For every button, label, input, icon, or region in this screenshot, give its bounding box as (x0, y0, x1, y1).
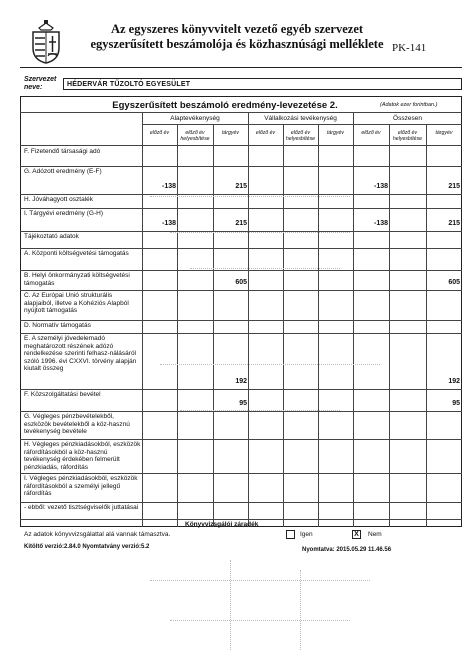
grid-col-line (318, 124, 319, 527)
subheader-prev-year-1: előző év (149, 130, 170, 136)
row-label: E. A személyi jövedelemadó meghatározott részének adózó rendelkezése szerinti felhasz-nálásáról szóló 1996. évi CXXVI. törvény alapján kiutalt összeg (24, 335, 137, 372)
table-cell: 605 (448, 279, 460, 286)
scan-artifact (160, 364, 380, 365)
header-divider (20, 67, 462, 68)
scan-artifact (150, 580, 370, 581)
row-label: G. Végleges pénzbevételekből, eszközök bevételekből a köz-hasznú tevékenység bevétele (24, 413, 130, 435)
organization-label (24, 76, 56, 92)
filler-version: Kitöltő verzió:2.84.0 Nyomtatvány verzió:5.2 (24, 544, 150, 550)
row-label: H. Végleges pénzkiadásokból, eszközök ráfordításokból a köz-hasznú tevékenység érdekében felmerült pénzkiadás, ráfordítás (24, 441, 141, 471)
form-code: PK-141 (392, 42, 427, 54)
grid-row-line (142, 124, 462, 125)
scan-artifact (150, 196, 350, 197)
grid-row-line (20, 473, 462, 474)
row-label: F. Fizetendő társasági adó (24, 148, 101, 155)
table-cell: -138 (161, 183, 176, 190)
title-line-2: egyszerűsített beszámolója és közhasznúsági melléklete (90, 37, 384, 51)
table-cell: 95 (239, 400, 247, 407)
table-cell: 95 (452, 400, 460, 407)
grid-row-line (20, 194, 462, 195)
hungarian-coat-of-arms-icon (27, 20, 65, 64)
grid-row-line (20, 248, 462, 249)
grid-row-line (20, 208, 462, 209)
grid-row-line (20, 290, 462, 291)
row-label: I. Tárgyévi eredmény (G-H) (24, 210, 103, 217)
grid-col-line (389, 124, 390, 527)
table-cell: 215 (448, 183, 460, 190)
row-label: D. Normatív támogatás (24, 322, 91, 329)
subheader-current-year-2: tárgyév (326, 130, 344, 136)
grid-row-line (20, 166, 462, 167)
row-label: Tájékoztató adatok (24, 233, 79, 240)
scan-artifact (180, 410, 340, 411)
subheader-prev-correction-1: előző év helyesbítése (180, 130, 210, 142)
organization-name-field: HÉDERVÁR TŰZOLTÓ EGYESÜLET (63, 78, 462, 90)
audit-yes-checkbox[interactable] (286, 530, 295, 539)
table-cell: -138 (161, 220, 176, 227)
grid-row-line (20, 411, 462, 412)
audit-question: Az adatok könyvvizsgálattal alá vannak támasztva. (24, 531, 171, 538)
table-cell: -138 (373, 220, 388, 227)
title-line-1: Az egyszeres könyvvitelt vezető egyéb szervezet (110, 22, 364, 36)
subheader-current-year-1: tárgyév (221, 130, 239, 136)
scan-artifact (170, 620, 350, 621)
row-label: I. Végleges pénzkiadásokból, eszközök ráfordításokból a személyi jellegű ráfordítás (24, 475, 138, 497)
subheader-current-year-3: tárgyév (435, 130, 453, 136)
row-label: G. Adózott eredmény (E-F) (24, 168, 102, 175)
table-title: Egyszerűsített beszámoló eredmény-levezetése 2. (112, 100, 338, 111)
grid-row-line (20, 270, 462, 271)
audit-divider (20, 519, 462, 520)
table-cell: 192 (235, 378, 247, 385)
organization-label-line-2: neve: (24, 84, 43, 91)
audit-no-checkbox[interactable]: X (352, 530, 361, 539)
group-header-core: Alaptevékenység (170, 115, 220, 122)
subheader-prev-year-2: előző év (255, 130, 276, 136)
table-cell: 215 (448, 220, 460, 227)
grid-row-line (20, 145, 462, 146)
scan-artifact (170, 232, 350, 233)
table-unit-note: (Adatok ezer forintban.) (380, 102, 438, 108)
grid-col-line (283, 124, 284, 527)
table-cell: 215 (235, 183, 247, 190)
audit-no-label: Nem (368, 531, 382, 538)
group-header-business: Vállalkozási tevékenység (264, 115, 337, 122)
organization-label-line-1: Szervezet (24, 76, 57, 83)
grid-row-line (20, 112, 462, 113)
report-title (72, 22, 402, 52)
subheader-prev-correction-3: előző év helyesbítése (392, 130, 423, 142)
grid-row-line (20, 333, 462, 334)
table-cell: -138 (373, 183, 388, 190)
audit-yes-label: Igen (300, 531, 313, 538)
grid-row-line (20, 320, 462, 321)
grid-col-line (177, 124, 178, 527)
row-label: H. Jóváhagyott osztalék (24, 196, 94, 203)
table-cell: 215 (235, 220, 247, 227)
audit-header: Könyvvizsgálói záradék (185, 521, 259, 528)
subheader-prev-year-3: előző év (361, 130, 381, 136)
table-cell: 605 (235, 279, 247, 286)
scan-artifact (230, 560, 231, 650)
row-label: C. Az Európai Unió strukturális alapjaiból, illetve a Kohéziós Alapból nyújtott támogatás (24, 292, 129, 314)
print-timestamp: Nyomtatva: 2015.05.29 11.46.56 (302, 547, 392, 553)
subheader-prev-correction-2: előző év helyesbítése (285, 130, 316, 142)
row-label: F. Közszolgáltatási bevétel (24, 391, 101, 398)
grid-row-line (20, 389, 462, 390)
row-label: - ebből: vezető tisztségviselők juttatásai (24, 504, 139, 511)
row-label: B. Helyi önkormányzati költségvetési támogatás (24, 272, 130, 287)
row-label: A. Központi költségvetési támogatás (24, 250, 129, 257)
scan-artifact (300, 570, 301, 650)
group-header-total: Összesen (393, 115, 422, 122)
scan-artifact (190, 268, 340, 269)
grid-row-line (20, 502, 462, 503)
grid-row-line (20, 439, 462, 440)
table-cell: 192 (448, 378, 460, 385)
